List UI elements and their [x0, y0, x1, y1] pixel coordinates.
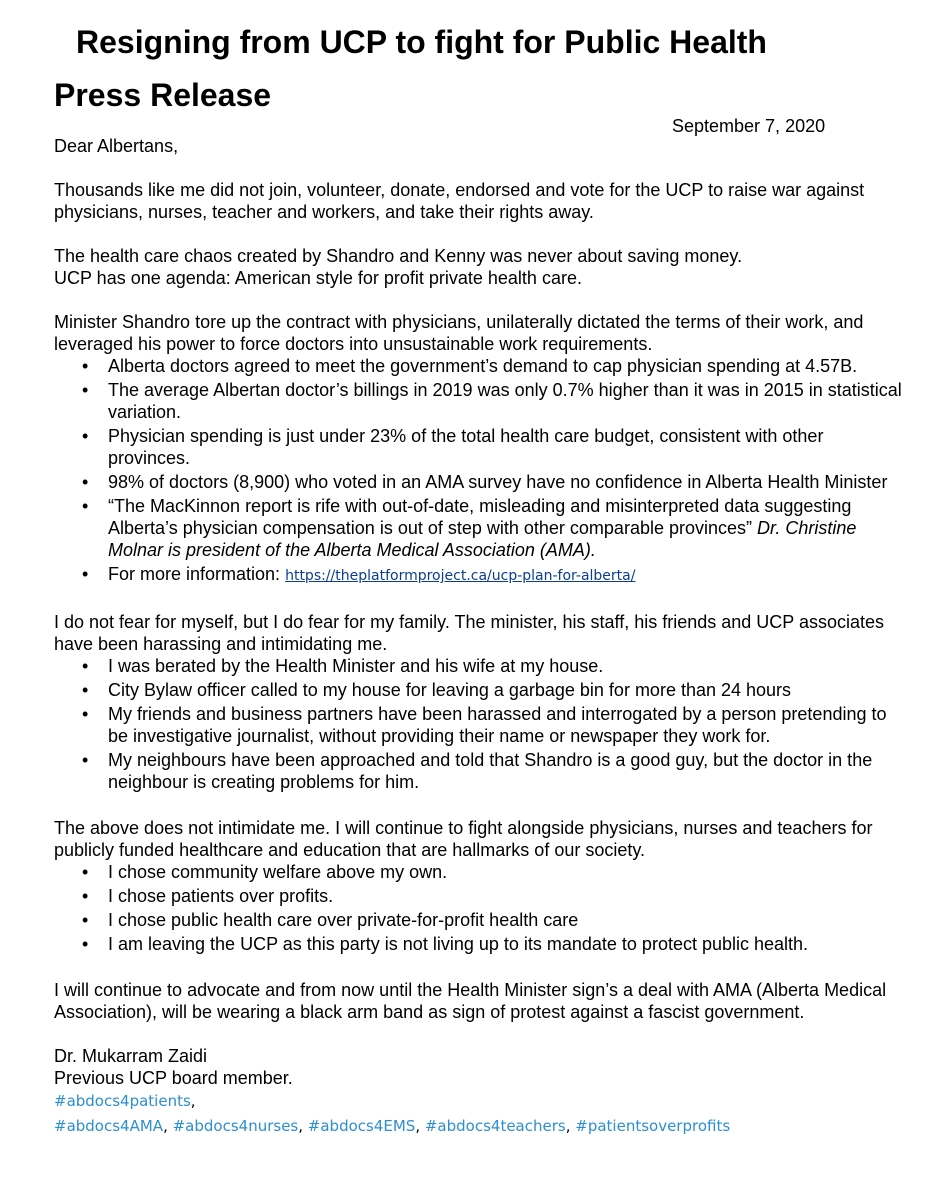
release-date: September 7, 2020 [672, 116, 826, 136]
list-item-info [54, 563, 904, 587]
page-title: Resigning from UCP to fight for Public Health [76, 24, 767, 60]
hashtag-link[interactable]: #abdocs4teachers [424, 1117, 566, 1135]
list-item-quote [54, 495, 904, 561]
platform-project-link[interactable]: https://theplatformproject.ca/ucp-plan-for-alberta/ [285, 568, 636, 584]
quote-text: “The MacKinnon report is rife with out-of-date, misleading and misinterpreted data suggesting Alberta’s physician compensation is out of step with other comparable provinces” [108, 496, 852, 538]
quote-attribution: Dr. Christine Molnar is president of the Alberta Medical Association (AMA). [108, 518, 857, 560]
facts-list [54, 355, 904, 587]
hashtags-block [54, 1089, 904, 1139]
hashtag-link[interactable]: #abdocs4nurses [172, 1117, 299, 1135]
list-item: • Alberta doctors agreed to meet the government’s demand to cap physician spending at 4.57B. [54, 355, 904, 377]
list-item: • The average Albertan doctor’s billings in 2019 was only 0.7% higher than it was in 2015 in statistical variation. [54, 379, 904, 423]
list-item: • I chose patients over profits. [54, 885, 904, 907]
page-subtitle: Press Release [54, 77, 272, 113]
hashtags-line-1: #abdocs4patients, [54, 1092, 196, 1110]
list-item: • Physician spending is just under 23% of the total health care budget, consistent with other provinces. [54, 425, 904, 469]
paragraph-armband: I will continue to advocate and from now until the Health Minister sign’s a deal with AMA (Alberta Medical Association), will be wearing a black arm band as sign of protest against a fascist government. [54, 980, 887, 1022]
hashtag-link[interactable]: #abdocs4patients [54, 1092, 191, 1110]
list-item: • My neighbours have been approached and told that Shandro is a good guy, but the doctor in the neighbour is creating problems for him. [54, 749, 904, 793]
hashtag-link[interactable]: #abdocs4EMS [307, 1117, 416, 1135]
hashtags-line-2: #abdocs4AMA, #abdocs4nurses, #abdocs4EMS, #abdocs4teachers, #patientsoverprofits [54, 1117, 731, 1135]
signature-name: Dr. Mukarram Zaidi [54, 1046, 208, 1066]
hashtag-link[interactable]: #abdocs4AMA [54, 1117, 164, 1135]
list-item: • My friends and business partners have been harassed and interrogated by a person pretending to be investigative journalist, without providing their name or newspaper they work for. [54, 703, 904, 747]
harassment-list [54, 655, 904, 793]
paragraph-chaos-line2: UCP has one agenda: American style for profit private health care. [54, 268, 582, 288]
list-item: • I was berated by the Health Minister and his wife at my house. [54, 655, 904, 677]
list-item: • I chose public health care over private-for-profit health care [54, 909, 904, 931]
hashtag-link[interactable]: #patientsoverprofits [575, 1117, 731, 1135]
paragraph-contract: Minister Shandro tore up the contract with physicians, unilaterally dictated the terms of their work, and leveraged his power to force doctors into unsustainable work requirements. [54, 312, 864, 354]
letter-body [54, 135, 904, 1139]
salutation: Dear Albertans, [54, 136, 179, 156]
list-item: • I chose community welfare above my own. [54, 861, 904, 883]
choices-list [54, 861, 904, 955]
paragraph-harassment: I do not fear for myself, but I do fear for my family. The minister, his staff, his friends and UCP associates have been harassing and intimidating me. [54, 612, 885, 654]
signature-role: Previous UCP board member. [54, 1068, 293, 1088]
list-item: • I am leaving the UCP as this party is not living up to its mandate to protect public health. [54, 933, 904, 955]
paragraph-intro: Thousands like me did not join, volunteer, donate, endorsed and vote for the UCP to raise war against physicians, nurses, teacher and workers, and take their rights away. [54, 180, 865, 222]
list-item: • City Bylaw officer called to my house for leaving a garbage bin for more than 24 hours [54, 679, 904, 701]
paragraph-commitment: The above does not intimidate me. I will continue to fight alongside physicians, nurses and teachers for publicly funded healthcare and education that are hallmarks of our society. [54, 818, 873, 860]
paragraph-chaos-line1: The health care chaos created by Shandro and Kenny was never about saving money. [54, 246, 743, 266]
info-label: For more information: [108, 564, 281, 584]
list-item: • 98% of doctors (8,900) who voted in an AMA survey have no confidence in Alberta Health Minister [54, 471, 904, 493]
